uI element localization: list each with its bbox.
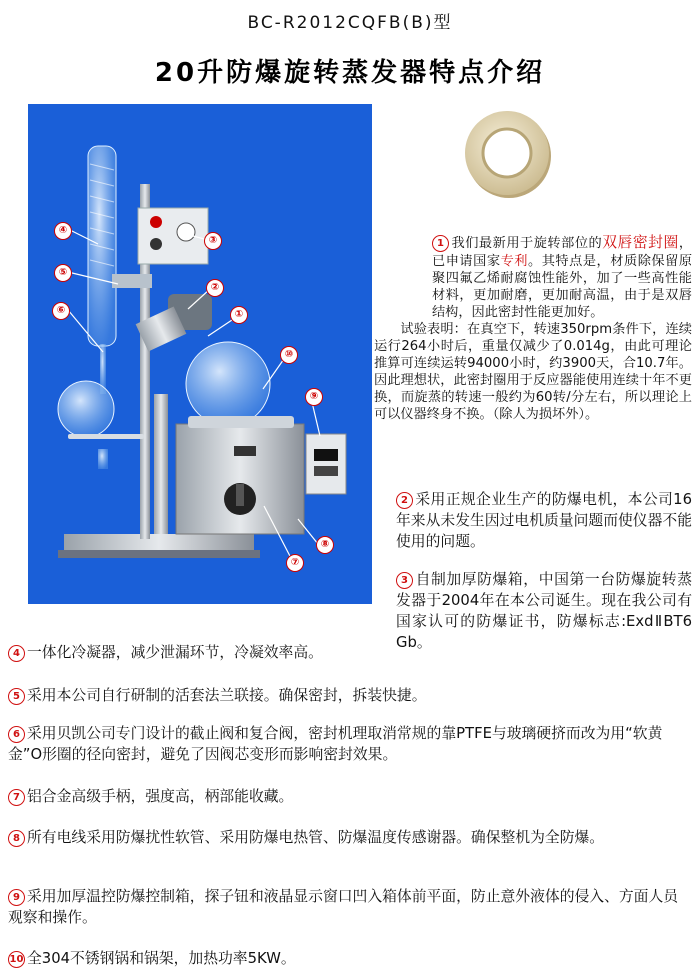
feature-6-number: 6 [8, 726, 25, 743]
feature-9-number: 9 [8, 889, 25, 906]
feature-8-number: 8 [8, 830, 25, 847]
feature-1-highlight-patent: 专利 [500, 254, 528, 269]
page-title: 20升防爆旋转蒸发器特点介绍 [154, 58, 546, 88]
feature-9-text: 采用加厚温控防爆控制箱，探子钮和液晶显示窗口凹入箱体前平面，防止意外液体的侵入、方面人员观察和操作。 [8, 888, 679, 926]
feature-7-number: 7 [8, 789, 25, 806]
feature-1-intro: 我们最新用于旋转部位的 [451, 236, 603, 251]
feature-1-mid: ，已申请国家 [432, 236, 692, 269]
feature-10-number: 10 [8, 951, 25, 968]
callout-3: ③ [204, 232, 222, 250]
feature-10-text: 全304不锈钢锅和锅架，加热功率5KW。 [27, 950, 296, 967]
feature-2-number: 2 [396, 492, 413, 509]
callout-1: ① [230, 306, 248, 324]
feature-6-text: 采用贝凯公司专门设计的截止阀和复合阀，密封机理取消常规的靠PTFE与玻璃硬挤而改为用“软黄金”O形圈的径向密封，避免了因阀芯变形而影响密封效果。 [8, 725, 663, 763]
feature-5-text: 采用本公司自行研制的活套法兰联接。确保密封，拆装快捷。 [27, 687, 427, 704]
callout-7: ⑦ [286, 554, 304, 572]
feature-10 [8, 948, 692, 969]
callout-6: ⑥ [52, 302, 70, 320]
feature-9 [8, 886, 692, 928]
feature-8 [8, 827, 692, 848]
callout-5: ⑤ [54, 264, 72, 282]
feature-1-number: 1 [432, 235, 449, 252]
feature-1-test: 试验表明：在真空下，转速350rpm条件下，连续运行264小时后，重量仅减少了0.014g，由此可理论推算可连续运转94000小时，约3900天，合10.7年。因此理想状，此密封圈用于反应器能使用连续十年不更换，而旋蒸的转速一般约为60转/分左右，所以理论上可以仪器终身不换。（除人为损坏外）。 [374, 322, 692, 422]
callout-4: ④ [54, 222, 72, 240]
feature-6 [8, 723, 692, 765]
feature-1 [374, 232, 692, 423]
feature-3 [396, 569, 692, 653]
product-photo [28, 104, 372, 604]
model-number: BC-R2012CQFB(B)型 [247, 13, 453, 33]
feature-2-text: 采用正规企业生产的防爆电机，本公司16年来从未发生因过电机质量问题而使仪器不能使用的问题。 [396, 491, 692, 550]
feature-5 [8, 685, 692, 706]
feature-1-body: 。其特点是，材质除保留原聚四氟乙烯耐腐蚀性能外，加了一些高性能材料，更加耐磨，更加耐高温，由于是双唇结构，因此密封性能更加好。 [432, 254, 693, 320]
feature-7 [8, 786, 692, 807]
callout-9: ⑨ [305, 388, 323, 406]
callout-8: ⑧ [316, 536, 334, 554]
feature-4-text: 一体化冷凝器，减少泄漏环节，冷凝效率高。 [27, 644, 323, 661]
seal-ring-image [462, 108, 554, 200]
callout-2: ② [206, 279, 224, 297]
feature-8-text: 所有电线采用防爆扰性软管、采用防爆电热管、防爆温度传感谢器。确保整机为全防爆。 [27, 829, 605, 846]
feature-5-number: 5 [8, 688, 25, 705]
feature-1-highlight-seal: 双唇密封圈 [602, 234, 679, 251]
feature-4-number: 4 [8, 645, 25, 662]
feature-4 [8, 642, 692, 663]
feature-7-text: 铝合金高级手柄，强度高，柄部能收藏。 [27, 788, 294, 805]
feature-2 [396, 489, 692, 552]
feature-3-number: 3 [396, 572, 413, 589]
feature-3-text: 自制加厚防爆箱，中国第一台防爆旋转蒸发器于2004年在本公司诞生。现在我公司有国家认可的防爆证书，防爆标志:ExdⅡBT6 Gb。 [396, 571, 692, 651]
callout-10: ⑩ [280, 346, 298, 364]
